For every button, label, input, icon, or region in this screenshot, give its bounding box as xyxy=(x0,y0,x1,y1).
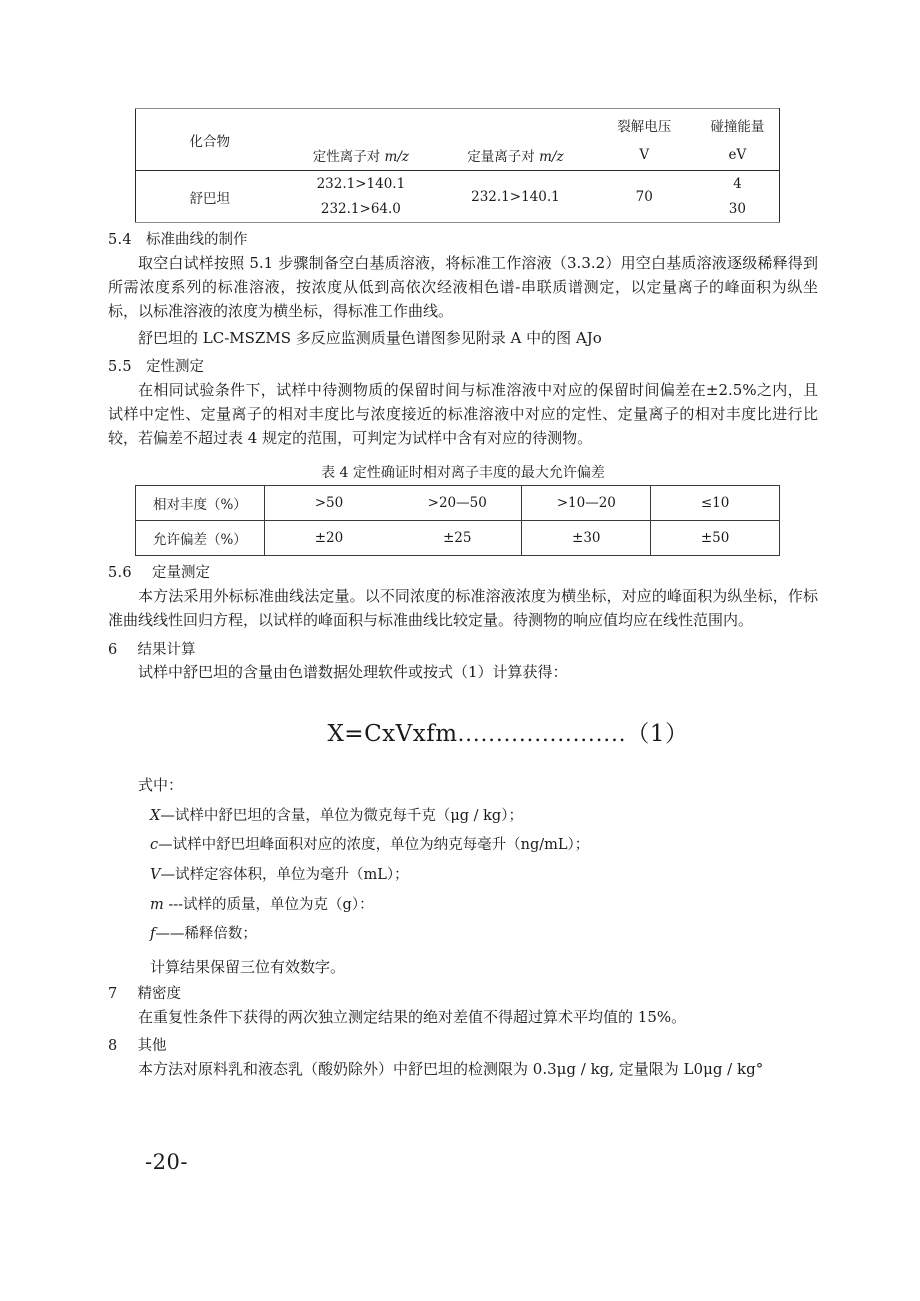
variable-definition-V xyxy=(108,867,818,884)
variable-text-f: ——稀释倍数； xyxy=(155,926,257,943)
cell-abundance-20-50: >20—50 xyxy=(393,486,522,521)
paragraph-8-1: 本方法对原料乳和液态乳（酸奶除外）中舒巴坦的检测限为 0.3μg / kg, 定量限为 L0μg / kg° xyxy=(138,1059,764,1078)
header-qualifier-ion xyxy=(284,141,439,171)
cell-abundance-le10: ≤10 xyxy=(651,486,780,521)
paragraph-5-6-1: 本方法采用外标标准曲线法定量。以不同浓度的标准溶液浓度为横坐标，对应的峰面积为纵坐标，作标准曲线线性回归方程，以试样的峰面积与标准曲线比较定量。待测物的响应值均应在线性范围内。 xyxy=(108,587,818,630)
variable-symbol-V: V xyxy=(150,867,161,883)
section-title-8: 其他 xyxy=(137,1037,167,1054)
relative-abundance-table-wrapper xyxy=(135,485,780,556)
header-fragmentor-voltage: 裂解电压 xyxy=(617,118,672,135)
section-number-5-6: 5.6 xyxy=(108,565,132,582)
table-header-row-top xyxy=(136,109,780,141)
page-number: -20- xyxy=(145,1150,188,1174)
cell-abundance-gt50: >50 xyxy=(264,486,393,521)
cell-tolerance-gt50: ±20 xyxy=(264,521,393,556)
header-qualifier-ion-label: 定性离子对 xyxy=(312,149,381,166)
variables-intro: 式中： xyxy=(138,775,184,794)
header-qualifier-ion-unit: m/z xyxy=(384,149,410,166)
formula-number: （1） xyxy=(626,720,689,747)
paragraph-7-1: 在重复性条件下获得的两次独立测定结果的绝对差值不得超过算术平均值的 15%。 xyxy=(138,1007,687,1026)
paragraph-5-5-1: 在相同试验条件下，试样中待测物质的保留时间与标准溶液中对应的保留时间偏差在±2.5%之内，且试样中定性、定量离子的相对丰度比与浓度接近的标准溶液中对应的定性、定量离子的相对丰度比进行比较，若偏差不超过表 4 规定的范围，可判定为试样中含有对应的待测物。 xyxy=(108,380,818,448)
variables-note: 计算结果保留三位有效数字。 xyxy=(150,958,346,977)
variable-text-m: ---试样的质量，单位为克（g）： xyxy=(163,896,374,913)
variable-symbol-m: m xyxy=(150,896,164,913)
variable-definition-X xyxy=(108,808,818,825)
section-heading-5-5 xyxy=(108,359,818,376)
header-quantifier-ion xyxy=(438,141,593,171)
section-title-5-6: 定量测定 xyxy=(151,565,210,582)
cell-collision-energy-1: 4 xyxy=(733,175,742,192)
relative-abundance-table xyxy=(135,485,780,556)
header-compound: 化合物 xyxy=(189,133,231,150)
variable-text-X: —试样中舒巴坦的含量，单位为微克每千克（μg / kg）； xyxy=(160,807,523,824)
variable-text-V: —试样定容体积，单位为毫升（mL）； xyxy=(160,867,409,883)
instrument-parameters-table xyxy=(135,108,780,223)
header-quantifier-ion-unit: m/z xyxy=(539,149,564,166)
header-qualifier-blank xyxy=(284,109,439,141)
formula-expression: X=CxVxfm xyxy=(327,720,458,747)
section-title-6: 结果计算 xyxy=(137,641,196,658)
variable-definition-f xyxy=(108,926,818,943)
paragraph-6-1: 试样中舒巴坦的含量由色谱数据处理软件或按式（1）计算获得： xyxy=(138,663,568,682)
paragraph-5-4-1: 取空白试样按照 5.1 步骤制备空白基质溶液，将标准工作溶液（3.3.2）用空白基质溶液逐级稀释得到所需浓度系列的标准溶液，按浓度从低到高依次经液相色谱-串联质谱测定，以定量离子的峰面积为纵坐标，以标准溶液的浓度为横坐标，得标准工作曲线。 xyxy=(108,253,818,321)
table-row xyxy=(136,171,780,197)
variable-symbol-f: f xyxy=(150,926,156,943)
formula-1 xyxy=(108,715,818,748)
section-heading-6 xyxy=(108,642,818,659)
section-heading-5-6 xyxy=(108,565,818,582)
cell-qualifier-ion-1: 232.1>140.1 xyxy=(316,175,406,192)
section-heading-8 xyxy=(108,1038,818,1055)
cell-fragmentor-voltage: 70 xyxy=(635,188,653,205)
section-title-5-4: 标准曲线的制作 xyxy=(145,232,248,248)
section-heading-7 xyxy=(108,986,818,1003)
cell-qualifier-ion-2: 232.1>64.0 xyxy=(320,201,401,218)
header-quantifier-blank xyxy=(438,109,593,141)
header-collision-energy: 碰撞能量 xyxy=(710,118,765,135)
cell-abundance-10-20: >10—20 xyxy=(522,486,651,521)
cell-collision-energy-2: 30 xyxy=(728,201,746,218)
cell-compound-name: 舒巴坦 xyxy=(189,190,231,207)
section-number-6: 6 xyxy=(108,641,118,658)
header-quantifier-ion-label: 定量离子对 xyxy=(467,149,535,166)
section-title-7: 精密度 xyxy=(137,986,182,1003)
cell-tolerance-20-50: ±25 xyxy=(393,521,522,556)
section-title-5-5: 定性测定 xyxy=(145,358,204,375)
section-number-5-5: 5.5 xyxy=(108,358,132,375)
variable-symbol-c: c xyxy=(150,837,159,854)
section-number-7: 7 xyxy=(108,986,118,1003)
variable-definition-c xyxy=(108,837,818,854)
variable-text-c: —试样中舒巴坦峰面积对应的浓度，单位为纳克每毫升（ng/mL）； xyxy=(158,837,590,854)
page-content xyxy=(108,108,818,1081)
section-number-8: 8 xyxy=(108,1037,118,1054)
section-heading-5-4 xyxy=(108,232,818,249)
header-fragmentor-voltage-unit: V xyxy=(639,147,650,164)
instrument-parameters-table-wrapper xyxy=(135,108,780,223)
table4-caption: 表 4 定性确证时相对离子丰度的最大允许偏差 xyxy=(321,465,605,482)
paragraph-5-4-2: 舒巴坦的 LC-MSZMS 多反应监测质量色谱图参见附录 A 中的图 AJo xyxy=(138,328,602,347)
section-number-5-4: 5.4 xyxy=(108,232,132,248)
cell-row-label-tolerance: 允许偏差（%） xyxy=(136,521,265,556)
variable-symbol-X: X xyxy=(150,807,161,824)
table-row xyxy=(136,486,780,521)
formula-leader-dots: ...................... xyxy=(457,721,627,746)
cell-tolerance-le10: ±50 xyxy=(651,521,780,556)
cell-tolerance-10-20: ±30 xyxy=(522,521,651,556)
cell-row-label-abundance: 相对丰度（%） xyxy=(136,486,265,521)
table-row xyxy=(136,521,780,556)
variable-definition-m xyxy=(108,897,818,914)
header-collision-energy-unit: eV xyxy=(728,147,747,164)
cell-quantifier-ion: 232.1>140.1 xyxy=(471,188,560,205)
